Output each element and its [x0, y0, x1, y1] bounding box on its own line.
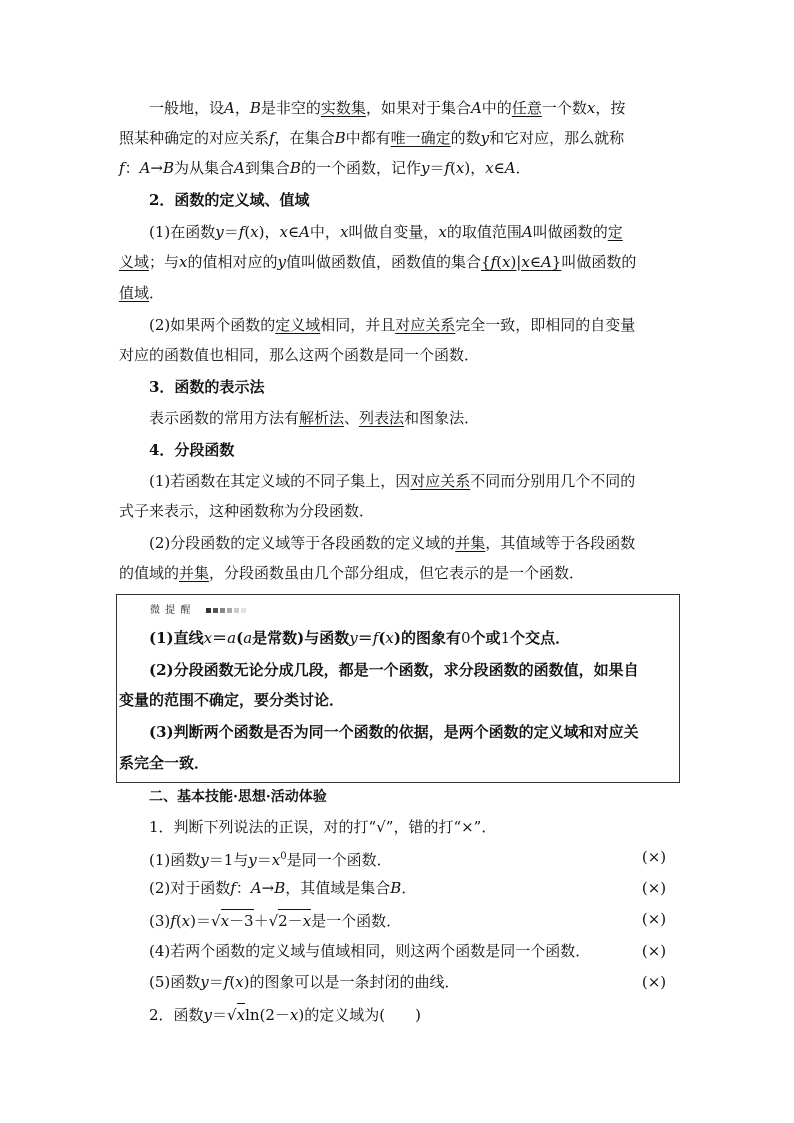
paragraph-domain-line2: 义域；与x的值相对应的y值叫做函数值，函数值的集合{f(x)|x∈A}叫做函数的	[119, 253, 637, 271]
hint-item-2-line1: (2)分段函数无论分成几段，都是一个函数，求分段函数的函数值，如果自	[149, 661, 639, 679]
heading-piecewise: 4．分段函数	[149, 441, 235, 459]
paragraph-domain-line1: (1)在函数y＝f(x)，x∈A中，x叫做自变量，x的取值范围A叫做函数的定	[149, 223, 623, 241]
part2-heading: 二、基本技能·思想·活动体验	[149, 789, 327, 805]
paragraph-function-definition-line3: f：A→B为从集合A到集合B的一个函数，记作y＝f(x)，x∈A．	[119, 159, 531, 177]
hint-item-3-line1: (3)判断两个函数是否为同一个函数的依据，是两个函数的定义域和对应关	[149, 723, 639, 741]
paragraph-piecewise-domain-line2: 的值域的并集，分段函数虽由几个部分组成，但它表示的是一个函数．	[119, 564, 585, 582]
judge-item-2: (2)对于函数f：A→B，其值域是集合B．	[149, 879, 417, 897]
paragraph-piecewise-line2: 式子来表示，这种函数称为分段函数．	[119, 502, 375, 520]
paragraph-piecewise-domain-line1: (2)分段函数的定义域等于各段函数的定义域的并集，其值域等于各段函数	[149, 534, 636, 552]
hint-title	[150, 601, 248, 621]
hint-square-icon	[206, 608, 211, 613]
judge-mark-3: (×)	[641, 910, 667, 928]
judge-mark-2: (×)	[641, 879, 667, 897]
judge-mark-5: (×)	[641, 973, 667, 991]
judge-item-5: (5)函数y＝f(x)的图象可以是一条封闭的曲线．	[149, 973, 460, 991]
hint-item-1: (1)直线x＝a(a是常数)与函数y＝f(x)的图象有0个或1个交点．	[149, 629, 571, 647]
hint-square-icon	[234, 608, 239, 613]
paragraph-function-definition-line1: 一般地，设A，B是非空的实数集，如果对于集合A中的任意一个数x，按	[149, 99, 626, 117]
question-1: 1．判断下列说法的正误，对的打“√”，错的打“×”．	[149, 818, 497, 836]
hint-square-icon	[227, 608, 232, 613]
hint-item-3-line2: 系完全一致．	[119, 754, 210, 772]
hint-square-icon	[220, 608, 225, 613]
paragraph-same-function-line2: 对应的函数值也相同，那么这两个函数是同一个函数．	[119, 346, 480, 364]
question-2: 2．函数y＝√xln(2－x)的定义域为( )	[149, 1003, 421, 1025]
hint-square-icon	[213, 608, 218, 613]
judge-mark-4: (×)	[641, 942, 667, 960]
judge-item-1: (1)函数y＝1与$y=x^0$是同一个函数．	[149, 851, 392, 869]
hint-square-icon	[241, 608, 246, 613]
hint-item-2-line2: 变量的范围不确定，要分类讨论．	[119, 691, 345, 709]
paragraph-piecewise-line1: (1)若函数在其定义域的不同子集上，因对应关系不同而分别用几个不同的	[149, 472, 636, 490]
paragraph-representation: 表示函数的常用方法有解析法、列表法和图象法．	[149, 409, 480, 427]
paragraph-same-function-line1: (2)如果两个函数的定义域相同，并且对应关系完全一致，即相同的自变量	[149, 316, 636, 334]
judge-mark-1: (×)	[641, 848, 667, 866]
heading-representation: 3．函数的表示法	[149, 378, 265, 396]
paragraph-domain-line3: 值域．	[119, 284, 165, 302]
judge-item-3: (3)f(x)＝√x－3＋√2－x是一个函数．	[149, 909, 401, 931]
paragraph-function-definition-line2: 照某种确定的对应关系f，在集合B中都有唯一确定的数y和它对应，那么就称	[119, 129, 625, 147]
heading-domain-range: 2．函数的定义域、值域	[149, 191, 310, 209]
hint-title-text: 微 提 醒	[150, 605, 192, 616]
judge-item-4: (4)若两个函数的定义域与值域相同，则这两个函数是同一个函数．	[149, 942, 591, 960]
